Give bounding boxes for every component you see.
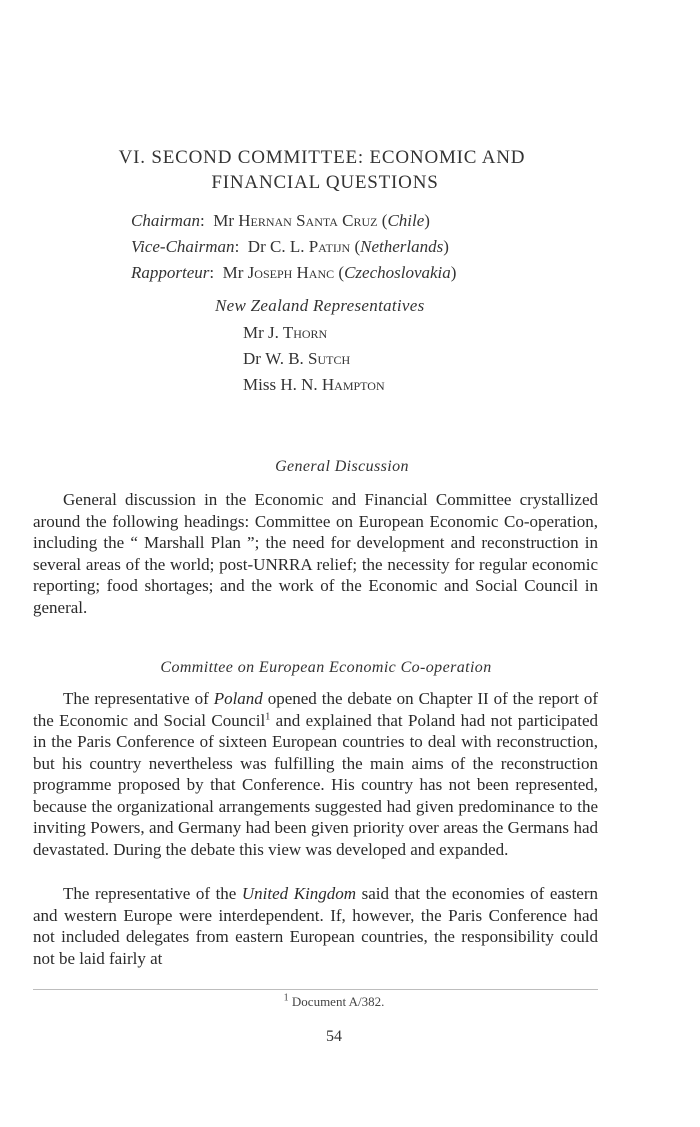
vice-chairman-title: Dr (247, 237, 266, 256)
rapporteur-title: Mr (222, 263, 244, 282)
chairman-title: Mr (213, 211, 234, 230)
committee-officers (131, 208, 456, 286)
chairman-name: Hernan Santa Cruz (238, 211, 378, 230)
vice-colon: : (234, 237, 248, 256)
chairman-colon: : (199, 211, 214, 230)
representative-item (243, 320, 385, 346)
general-discussion-text: General discussion in the Economic and Financial Committee crystallized around the following headings: Committee on European Economic Co-operation, including the “ Marshall Plan ”; the need for development and reconstruction in several areas of the world; post-UNRRA relief; the necessity for regular economic reporting; food shortages; and the work of the Economic and Social Council in general. (33, 490, 598, 617)
footnote-text: Document A/382. (291, 994, 385, 1009)
section-title-line2: FINANCIAL QUESTIONS (211, 172, 439, 193)
representatives-list (243, 320, 385, 398)
footnote-divider (33, 989, 598, 990)
chairman-country: Chile (387, 211, 425, 230)
general-discussion-heading: General Discussion (275, 458, 409, 475)
representative-item (243, 346, 385, 372)
general-discussion-paragraph (33, 489, 598, 618)
uk-paragraph (33, 883, 598, 969)
poland-text-a: The representative of (63, 689, 214, 708)
representative-item (243, 372, 385, 398)
rapporteur-role: Rapporteur (131, 263, 210, 282)
representatives-heading: New Zealand Representatives (215, 296, 425, 315)
uk-text-b: said that the economies of eastern and western Europe were interdependent. If, however, the Paris Conference had not included delegates from eastern European countries, the responsibility could not be laid fairly at (33, 884, 599, 968)
representative-title: Miss (243, 375, 277, 394)
poland-text-c: and explained that Poland had not participated in the Paris Conference of sixteen European countries to deal with reconstruction, but his country nevertheless was fulfilling the main aims of the reconstruction programme proposed by that Conference. His country has not been represented, because the organizational arrangements suggested had given predominance to the inviting Powers, and Germany had been given priority over areas the Germans had devastated. During the debate this view was developed and expanded. (33, 710, 598, 859)
vice-chairman-country: Netherlands (360, 237, 444, 256)
representative-name: H. N. Hampton (280, 375, 385, 394)
representative-name: W. B. Sutch (265, 349, 351, 368)
poland-country: Poland (213, 689, 263, 708)
poland-text-b: opened the debate on Chapter II of the report of the Economic and Social Council (33, 689, 598, 730)
chairman-line: Chairman: Mr Hernan Santa Cruz (Chile) (131, 211, 430, 230)
page-number: 54 (326, 1028, 342, 1045)
vice-chairman-role: Vice-Chairman (131, 237, 235, 256)
rapporteur-line: Rapporteur: Mr Joseph Hanc (Czechoslovakia) (131, 263, 457, 282)
vice-chairman-line: Vice-Chairman: Dr C. L. Patijn (Netherlands) (131, 237, 449, 256)
footnote-marker: 1 (283, 992, 289, 1004)
poland-paragraph (33, 688, 598, 860)
vice-chairman-name: C. L. Patijn (270, 237, 351, 256)
representative-title: Dr (243, 349, 261, 368)
representative-name: J. Thorn (268, 323, 328, 342)
chairman-role: Chairman (131, 211, 200, 230)
footnote (0, 994, 684, 1010)
uk-text-a: The representative of the (63, 884, 242, 903)
section-title-line1: VI. SECOND COMMITTEE: ECONOMIC AND (118, 147, 526, 168)
uk-country: United Kingdom (241, 884, 357, 903)
cee-heading: Committee on European Economic Co-operation (160, 659, 492, 676)
representative-title: Mr (243, 323, 264, 342)
footnote-reference[interactable]: 1 (265, 710, 271, 722)
rapporteur-colon: : (209, 263, 223, 282)
rapporteur-name: Joseph Hanc (247, 263, 335, 282)
rapporteur-country: Czechoslovakia (344, 263, 451, 282)
